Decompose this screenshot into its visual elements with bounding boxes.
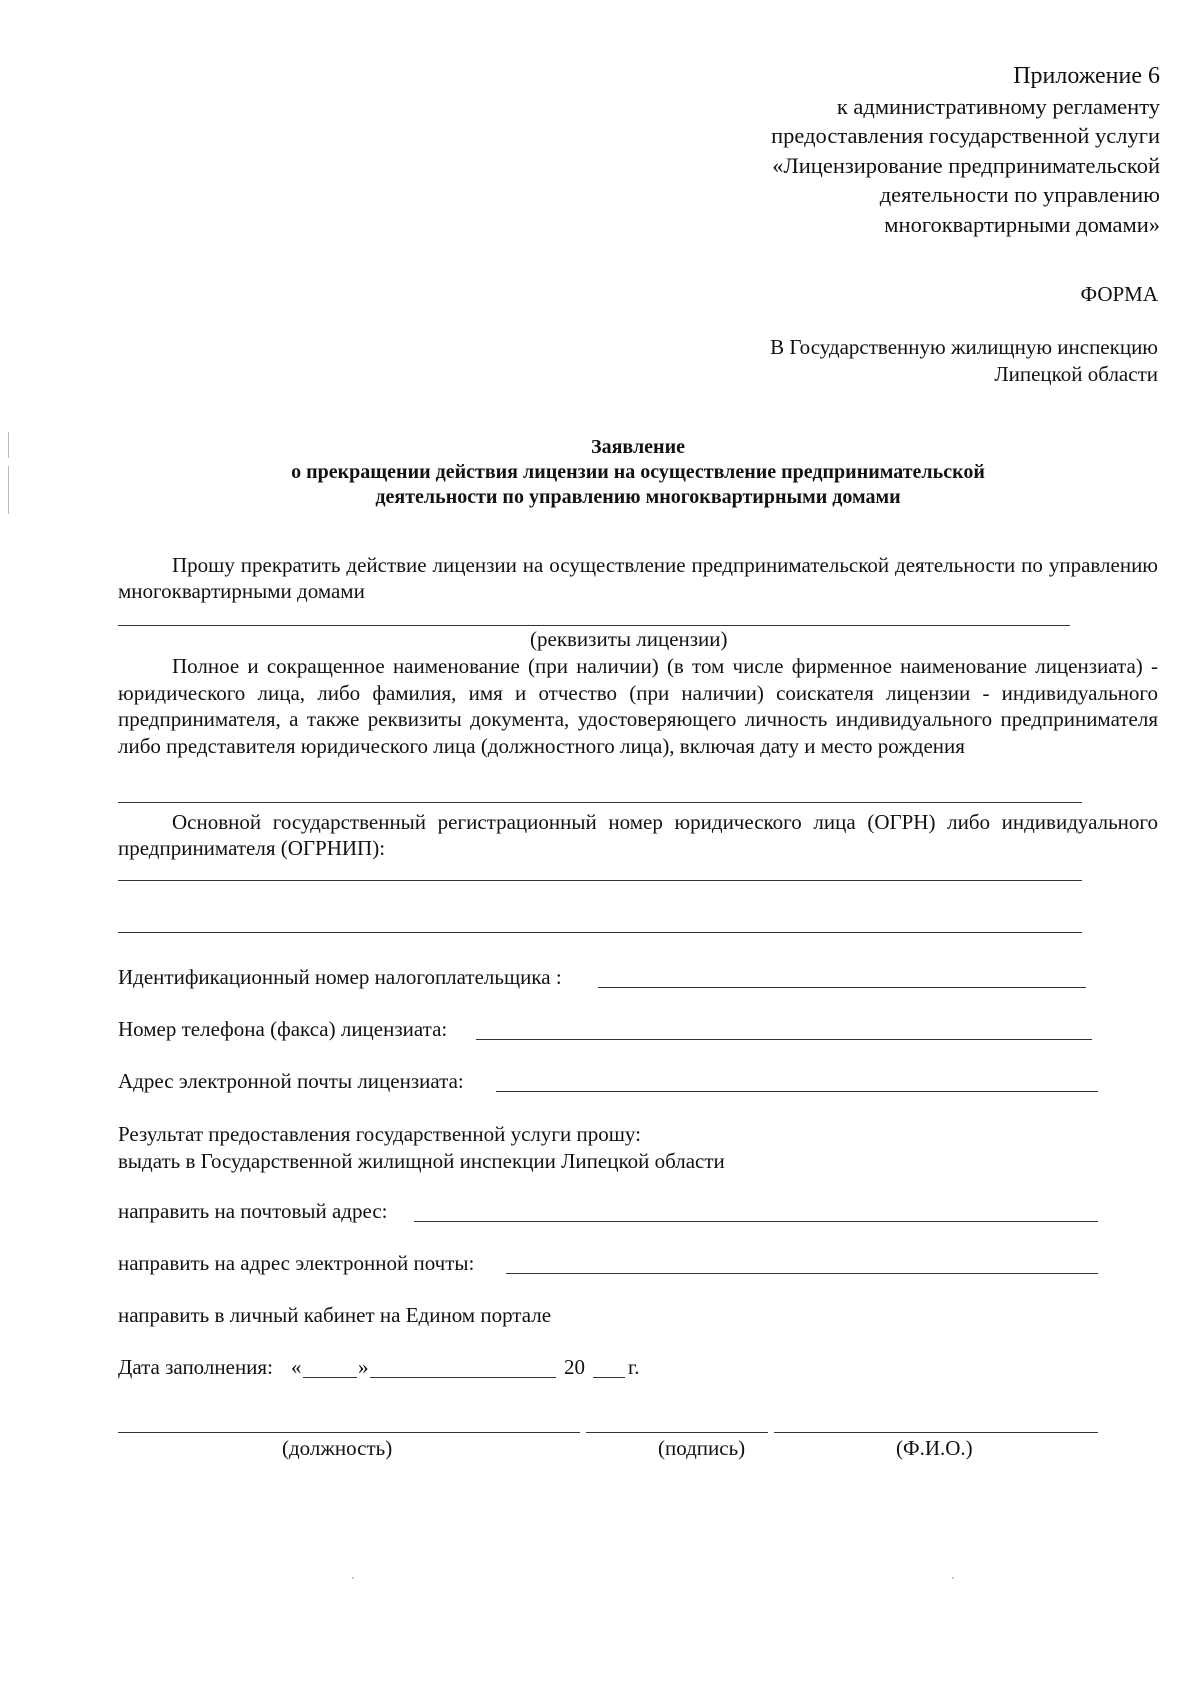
scan-margin-mark — [8, 500, 9, 514]
result-email-field[interactable] — [506, 1273, 1098, 1274]
request-text: Прошу прекратить действие лицензии на осуществление предпринимательской деятельности по управлению многоквартирными домами — [118, 553, 1158, 603]
ogrn-line-2[interactable] — [118, 932, 1082, 933]
date-day-field[interactable] — [303, 1377, 357, 1378]
scan-margin-mark — [8, 432, 9, 458]
addressee-line: Липецкой области — [994, 362, 1158, 386]
scan-speck — [952, 1577, 954, 1579]
email-label: Адрес электронной почты лицензиата: — [118, 1069, 464, 1093]
postal-address-field[interactable] — [414, 1221, 1098, 1222]
document-title — [118, 435, 1158, 510]
license-details-caption: (реквизиты лицензии) — [530, 627, 728, 651]
title-line: о прекращении действия лицензии на осуществление предпринимательской — [291, 461, 985, 483]
full-name-caption: (Ф.И.О.) — [896, 1436, 973, 1460]
result-option-office: выдать в Государственной жилищной инспекции Липецкой области — [118, 1149, 725, 1173]
date-month-field[interactable] — [370, 1377, 556, 1378]
appendix-line: предоставления государственной услуги — [771, 123, 1160, 148]
appendix-header — [600, 62, 1160, 239]
date-century: 20 — [564, 1355, 585, 1379]
result-option-email-label: направить на адрес электронной почты: — [118, 1251, 475, 1275]
date-year-field[interactable] — [593, 1377, 625, 1378]
signature-line[interactable] — [586, 1432, 768, 1433]
appendix-line: деятельности по управлению — [879, 182, 1160, 207]
addressee-line: В Государственную жилищную инспекцию — [770, 335, 1158, 359]
inn-label: Идентификационный номер налогоплательщика : — [118, 965, 562, 989]
appendix-line: «Лицензирование предпринимательской — [772, 152, 1160, 178]
license-details-line[interactable] — [118, 625, 1070, 626]
inn-field[interactable] — [598, 987, 1086, 988]
result-option-post-label: направить на почтовый адрес: — [118, 1199, 388, 1223]
ogrn-line-1[interactable] — [118, 880, 1082, 881]
scan-speck — [352, 1577, 354, 1579]
full-name-line[interactable] — [774, 1432, 1098, 1433]
licensee-name-text: Полное и сокращенное наименование (при наличии) (в том числе фирменное наименование лицензиата) - юридического лица, либо фамилия, имя и отчество (при наличии) соискателя лицензии - индивидуального предпринимателя, а также реквизиты документа, удостоверяющего личность индивидуального предпринимателя либо представителя юридического лица (должностного лица), включая дату и место рождения — [118, 654, 1158, 758]
date-label: Дата заполнения: — [118, 1355, 273, 1379]
form-label: ФОРМА — [1080, 282, 1158, 306]
email-field[interactable] — [496, 1091, 1098, 1092]
licensee-name-line[interactable] — [118, 802, 1082, 803]
position-caption: (должность) — [282, 1436, 393, 1460]
title-line: Заявление — [591, 436, 685, 458]
date-close-quote: » — [358, 1355, 369, 1379]
title-line: деятельности по управлению многоквартирными домами — [375, 486, 901, 508]
licensee-name-paragraph — [118, 653, 1158, 759]
position-line[interactable] — [118, 1432, 580, 1433]
ogrn-text: Основной государственный регистрационный номер юридического лица (ОГРН) либо индивидуального предпринимателя (ОГРНИП): — [118, 810, 1158, 860]
appendix-line: к административному регламенту — [836, 93, 1160, 119]
date-year-suffix: г. — [628, 1355, 640, 1379]
appendix-number: Приложение 6 — [1013, 63, 1160, 89]
appendix-line: многоквартирными домами» — [884, 211, 1160, 237]
request-paragraph — [118, 552, 1158, 604]
signature-caption: (подпись) — [658, 1436, 746, 1460]
date-open-quote: « — [291, 1355, 302, 1379]
addressee-block — [600, 334, 1158, 388]
phone-field[interactable] — [476, 1039, 1092, 1040]
ogrn-paragraph — [118, 809, 1158, 861]
result-option-portal: направить в личный кабинет на Едином портале — [118, 1303, 552, 1327]
result-heading: Результат предоставления государственной услуги прошу: — [118, 1122, 641, 1146]
phone-label: Номер телефона (факса) лицензиата: — [118, 1017, 448, 1041]
